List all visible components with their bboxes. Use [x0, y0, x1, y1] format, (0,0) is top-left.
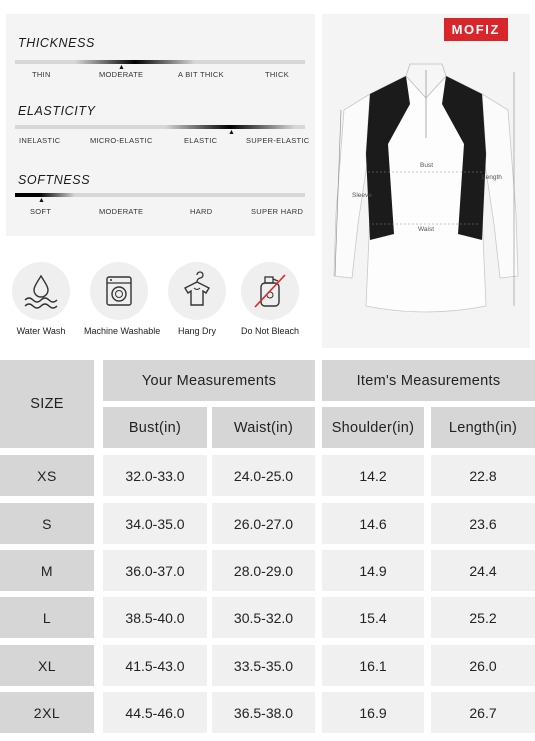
- waist-cell: 24.0-25.0: [212, 455, 315, 496]
- care-label: Hang Dry: [177, 326, 216, 336]
- shoulder-cell: 14.2: [322, 455, 424, 496]
- length-cell: 22.8: [431, 455, 535, 496]
- waist-label: Waist: [418, 226, 435, 233]
- bust-cell: 32.0-33.0: [103, 455, 207, 496]
- waist-cell: 26.0-27.0: [212, 503, 315, 544]
- length-cell: 26.7: [431, 692, 535, 733]
- size-header: SIZE: [0, 360, 94, 448]
- bust-cell: 36.0-37.0: [103, 550, 207, 591]
- attribute-title: SOFTNESS: [18, 173, 91, 187]
- size-cell: M: [0, 550, 94, 591]
- waist-cell: 30.5-32.0: [212, 597, 315, 638]
- column-header-waist: Waist(in): [212, 407, 315, 448]
- machine-washable-icon: [99, 271, 139, 311]
- shirt-illustration: [322, 14, 530, 348]
- attribute-scale-bar: [15, 125, 305, 129]
- size-cell: L: [0, 597, 94, 638]
- care-machine-washable: [84, 262, 161, 336]
- sleeve-label: Sleeve: [352, 192, 372, 199]
- attribute-scale-bar: [15, 193, 305, 197]
- attribute-option: THIN: [32, 70, 51, 79]
- length-cell: 25.2: [431, 597, 535, 638]
- attribute-option: SOFT: [30, 207, 52, 216]
- bust-label: Bust: [420, 162, 434, 169]
- length-cell: 23.6: [431, 503, 535, 544]
- length-cell: 26.0: [431, 645, 535, 686]
- attribute-option: INELASTIC: [19, 136, 61, 145]
- selected-caret-icon: ▲: [228, 129, 235, 136]
- care-water-wash: [6, 262, 76, 336]
- bust-cell: 34.0-35.0: [103, 503, 207, 544]
- waist-cell: 33.5-35.0: [212, 645, 315, 686]
- water-wash-icon: [21, 271, 61, 311]
- attribute-option: THICK: [265, 70, 289, 79]
- size-cell: XL: [0, 645, 94, 686]
- attribute-option: HARD: [190, 207, 213, 216]
- selected-caret-icon: ▲: [118, 64, 125, 71]
- attribute-option: MODERATE: [99, 207, 144, 216]
- care-hang-dry: [162, 262, 232, 336]
- shoulder-cell: 14.6: [322, 503, 424, 544]
- shoulder-cell: 16.9: [322, 692, 424, 733]
- length-label: Length: [482, 174, 502, 181]
- attribute-scale-bar: [15, 60, 305, 64]
- attribute-option: MODERATE: [99, 70, 144, 79]
- attribute-option: MICRO-ELASTIC: [90, 136, 153, 145]
- attribute-title: THICKNESS: [18, 36, 95, 50]
- brand-logo: MOFIZ: [444, 18, 508, 41]
- attribute-option: SUPER HARD: [251, 207, 304, 216]
- hang-dry-icon: [177, 271, 217, 311]
- column-header-bust: Bust(in): [103, 407, 207, 448]
- shoulder-cell: 16.1: [322, 645, 424, 686]
- size-cell: XS: [0, 455, 94, 496]
- care-label: Do Not Bleach: [240, 326, 300, 336]
- bust-cell: 44.5-46.0: [103, 692, 207, 733]
- bust-cell: 41.5-43.0: [103, 645, 207, 686]
- care-label: Water Wash: [16, 326, 66, 336]
- attribute-option: A BIT THICK: [178, 70, 224, 79]
- shoulder-cell: 15.4: [322, 597, 424, 638]
- shoulder-cell: 14.9: [322, 550, 424, 591]
- attribute-option: SUPER-ELASTIC: [246, 136, 310, 145]
- care-do-not-bleach: [235, 262, 305, 336]
- items-measurements-header: Item's Measurements: [322, 360, 535, 401]
- care-label: Machine Washable: [84, 326, 161, 336]
- selected-caret-icon: ▲: [38, 197, 45, 204]
- attribute-option: ELASTIC: [184, 136, 218, 145]
- do-not-bleach-icon: [250, 271, 290, 311]
- column-header-length: Length(in): [431, 407, 535, 448]
- size-cell: S: [0, 503, 94, 544]
- size-cell: 2XL: [0, 692, 94, 733]
- fabric-attributes-panel: [6, 14, 315, 236]
- waist-cell: 36.5-38.0: [212, 692, 315, 733]
- column-header-shoulder: Shoulder(in): [322, 407, 424, 448]
- attribute-title: ELASTICITY: [18, 104, 96, 118]
- waist-cell: 28.0-29.0: [212, 550, 315, 591]
- length-cell: 24.4: [431, 550, 535, 591]
- your-measurements-header: Your Measurements: [103, 360, 315, 401]
- bust-cell: 38.5-40.0: [103, 597, 207, 638]
- product-image-panel: [322, 14, 530, 348]
